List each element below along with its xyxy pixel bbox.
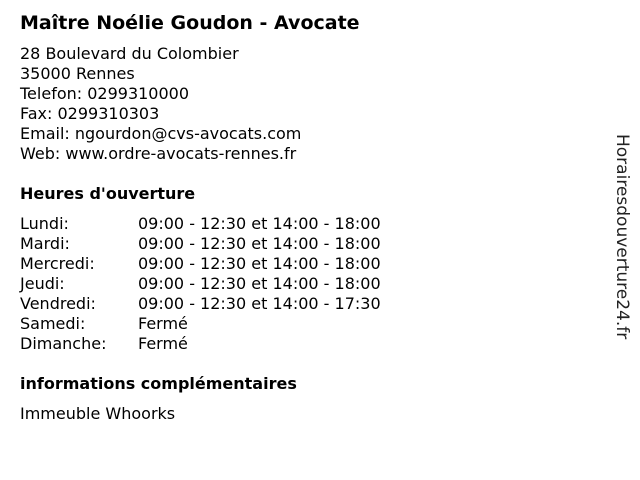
day-label: Jeudi:	[20, 274, 65, 293]
additional-info-heading: informations complémentaires	[20, 374, 297, 393]
contact-block	[20, 44, 301, 164]
hours-value: 09:00 - 12:30 et 14:00 - 17:30	[138, 294, 381, 313]
additional-info-text: Immeuble Whoorks	[20, 404, 176, 423]
business-title: Maître Noélie Goudon - Avocate	[20, 12, 360, 34]
hours-value: Fermé	[138, 314, 188, 333]
day-label: Lundi:	[20, 214, 69, 233]
day-label: Dimanche:	[20, 334, 107, 353]
address-street: 28 Boulevard du Colombier	[20, 44, 239, 63]
hours-value: 09:00 - 12:30 et 14:00 - 18:00	[138, 234, 381, 253]
hours-row-sunday	[20, 334, 381, 354]
opening-hours-heading: Heures d'ouverture	[20, 184, 196, 203]
address-city: 35000 Rennes	[20, 64, 135, 83]
day-label: Mardi:	[20, 234, 70, 253]
hours-row-thursday	[20, 274, 381, 294]
hours-row-friday	[20, 294, 381, 314]
hours-row-wednesday	[20, 254, 381, 274]
phone-number: Telefon: 0299310000	[20, 84, 190, 103]
email-address: Email: ngourdon@cvs-avocats.com	[20, 124, 302, 143]
hours-value: Fermé	[138, 334, 188, 353]
hours-row-tuesday	[20, 234, 381, 254]
hours-value: 09:00 - 12:30 et 14:00 - 18:00	[138, 214, 381, 233]
hours-row-monday	[20, 214, 381, 234]
day-label: Samedi:	[20, 314, 86, 333]
hours-value: 09:00 - 12:30 et 14:00 - 18:00	[138, 274, 381, 293]
opening-hours-table	[20, 214, 381, 354]
site-watermark: Horairesdouverture24.fr	[612, 134, 632, 340]
website: Web: www.ordre-avocats-rennes.fr	[20, 144, 297, 163]
day-label: Mercredi:	[20, 254, 95, 273]
day-label: Vendredi:	[20, 294, 96, 313]
fax-number: Fax: 0299310303	[20, 104, 160, 123]
hours-value: 09:00 - 12:30 et 14:00 - 18:00	[138, 254, 381, 273]
hours-row-saturday	[20, 314, 381, 334]
